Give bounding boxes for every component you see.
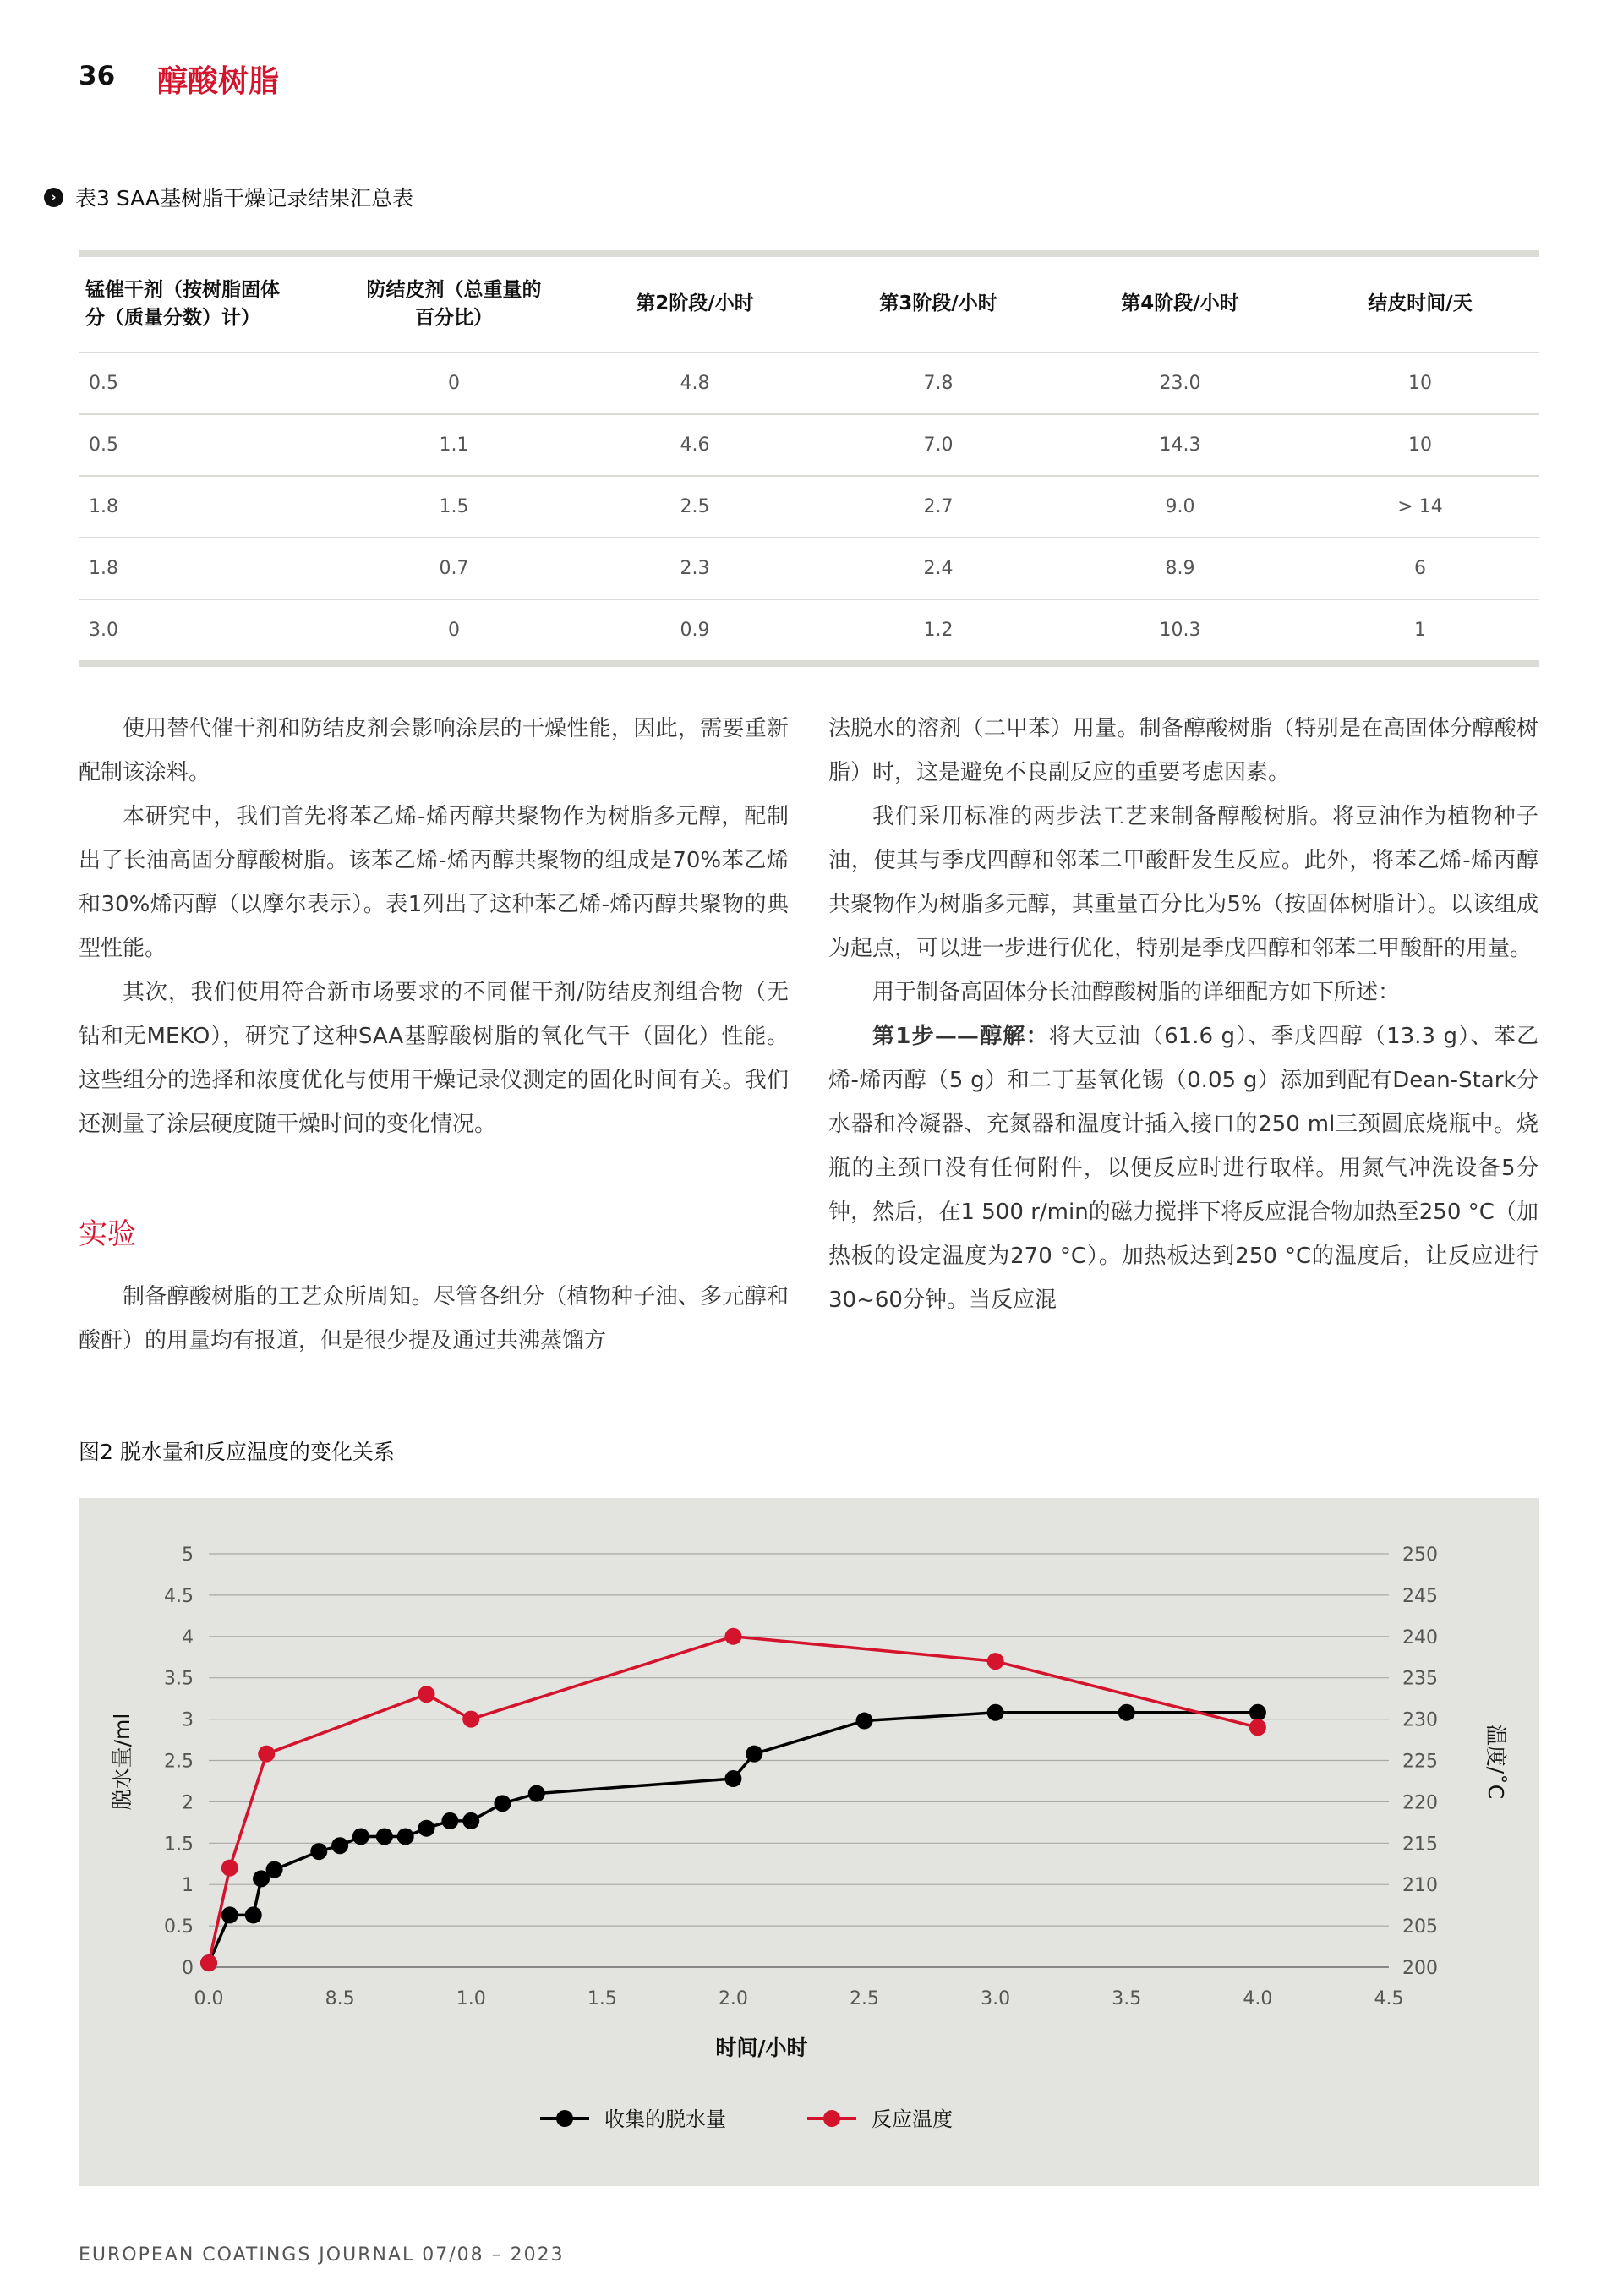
body-column-left xyxy=(79,707,789,1146)
table-cell: > 14 xyxy=(1301,476,1539,538)
y-right-tick-label: 205 xyxy=(1402,1916,1438,1938)
data-point-water xyxy=(1118,1704,1135,1721)
y-left-tick-label: 1.5 xyxy=(164,1834,194,1856)
results-table xyxy=(79,250,1539,667)
table-row xyxy=(79,353,1539,414)
section-title: 醇酸树脂 xyxy=(157,64,280,99)
data-point-temperature xyxy=(200,1954,217,1971)
x-tick-label: 3.5 xyxy=(1112,1988,1142,2009)
y-left-tick-label: 5 xyxy=(182,1544,194,1566)
table-caption-text: 表3 SAA基树脂干燥记录结果汇总表 xyxy=(75,186,414,210)
page-number: 36 xyxy=(79,61,116,91)
legend-marker-temperature xyxy=(823,2110,840,2127)
legend xyxy=(540,2107,953,2131)
x-tick-label: 8.5 xyxy=(325,1988,355,2009)
table-cell: 8.9 xyxy=(1059,538,1301,599)
x-tick-label: 3.0 xyxy=(981,1988,1011,2009)
chevron-right-icon: › xyxy=(44,188,63,207)
footer-journal: EUROPEAN COATINGS JOURNAL 07/08 – 2023 xyxy=(79,2244,565,2266)
paragraph: 制备醇酸树脂的工艺众所周知。尽管各组分（植物种子油、多元醇和酸酐）的用量均有报道，但是很少提及通过共沸蒸馏方 xyxy=(79,1284,789,1353)
data-point-temperature xyxy=(987,1653,1004,1670)
x-tick-label: 2.5 xyxy=(850,1988,880,2009)
table-row xyxy=(79,599,1539,664)
table-cell: 1.2 xyxy=(817,599,1059,664)
x-tick-label: 1.5 xyxy=(587,1988,617,2009)
data-point-water xyxy=(528,1785,545,1802)
table-row xyxy=(79,414,1539,476)
paragraph: 使用替代催干剂和防结皮剂会影响涂层的干燥性能，因此，需要重新配制该涂料。 xyxy=(79,716,789,785)
y-left-tick-label: 3.5 xyxy=(164,1668,194,1690)
x-tick-label: 1.0 xyxy=(456,1988,486,2009)
legend-marker-water xyxy=(556,2110,573,2127)
y-left-tick-label: 0.5 xyxy=(164,1916,194,1938)
table-row xyxy=(79,538,1539,599)
legend-label-water: 收集的脱水量 xyxy=(604,2107,726,2131)
paragraph: 法脱水的溶剂（二甲苯）用量。制备醇酸树脂（特别是在高固体分醇酸树脂）时，这是避免不良副反应的重要考虑因素。 xyxy=(828,716,1538,785)
y-left-tick-label: 4 xyxy=(182,1626,194,1648)
y-axis-left-label: 脱水量/ml xyxy=(110,1713,134,1811)
table-cell: 4.8 xyxy=(572,353,817,414)
y-axis-right-label: 温度/˚C xyxy=(1484,1724,1508,1800)
y-right-tick-label: 210 xyxy=(1402,1875,1438,1897)
data-point-temperature xyxy=(221,1860,238,1877)
y-left-tick-label: 1 xyxy=(182,1875,194,1897)
table-cell: 0 xyxy=(336,599,572,664)
y-left-tick-label: 2.5 xyxy=(164,1751,194,1773)
step-text: 将大豆油（61.6 g）、季戊四醇（13.3 g）、苯乙烯-烯丙醇（5 g）和二丁基氧化锡（0.05 g）添加到配有Dean-Stark分水器和冷凝器、充氮器和温度计插入接口的250 ml三颈圆底烧瓶中。烧瓶的主颈口没有任何附件，以便反应时进行取样。用氮气冲洗设备5分钟，然后，在1 500 r/min的磁力搅拌下将反应混合物加热至250 °C（加热板的设定温度为270 °C）。加热板达到250 °C的温度后，让反应进行30~60分钟。当反应混 xyxy=(828,1024,1539,1313)
chart-panel xyxy=(79,1498,1539,2186)
y-right-tick-label: 240 xyxy=(1402,1626,1438,1648)
table-cell: 2.5 xyxy=(572,476,817,538)
y-right-tick-label: 225 xyxy=(1402,1751,1438,1773)
data-point-water xyxy=(266,1861,283,1878)
section-heading-experiment: 实验 xyxy=(79,1217,136,1251)
column-header: 第2阶段/小时 xyxy=(572,254,817,353)
table-cell: 9.0 xyxy=(1059,476,1301,538)
data-point-water xyxy=(494,1795,511,1812)
column-header: 防结皮剂（总重量的 百分比） xyxy=(336,254,572,353)
y-right-tick-label: 235 xyxy=(1402,1668,1438,1690)
data-point-temperature xyxy=(258,1746,275,1763)
x-tick-label: 0.0 xyxy=(194,1988,224,2009)
column-header: 锰催干剂（按树脂固体 分（质量分数）计） xyxy=(79,254,336,353)
data-point-water xyxy=(376,1828,393,1845)
table-cell: 6 xyxy=(1301,538,1539,599)
y-right-tick-label: 245 xyxy=(1402,1585,1438,1607)
table-cell: 0.5 xyxy=(79,353,336,414)
data-point-temperature xyxy=(724,1628,741,1645)
table-cell: 3.0 xyxy=(79,599,336,664)
data-point-water xyxy=(724,1770,741,1787)
table-cell: 10.3 xyxy=(1059,599,1301,664)
data-point-temperature xyxy=(418,1686,434,1703)
y-right-tick-label: 220 xyxy=(1402,1792,1438,1814)
y-left-tick-label: 2 xyxy=(182,1792,194,1814)
table-cell: 1 xyxy=(1301,599,1539,664)
step-label: 第1步——醇解： xyxy=(872,1024,1049,1049)
column-header: 结皮时间/天 xyxy=(1301,254,1539,353)
y-right-tick-label: 230 xyxy=(1402,1709,1438,1731)
data-point-water xyxy=(746,1746,762,1763)
body-column-right xyxy=(828,707,1538,1322)
x-axis-label: 时间/小时 xyxy=(715,2036,808,2060)
data-point-temperature xyxy=(1249,1719,1266,1736)
x-tick-label: 4.5 xyxy=(1374,1988,1404,2009)
data-point-water xyxy=(462,1812,479,1829)
table-cell: 0 xyxy=(336,353,572,414)
data-point-water xyxy=(856,1713,873,1730)
grid xyxy=(209,1554,1389,1967)
data-point-water xyxy=(331,1837,348,1854)
data-point-water xyxy=(987,1704,1004,1721)
table-cell: 1.1 xyxy=(336,414,572,476)
paragraph: 本研究中，我们首先将苯乙烯-烯丙醇共聚物作为树脂多元醇，配制出了长油高固分醇酸树脂。该苯乙烯-烯丙醇共聚物的组成是70%苯乙烯和30%烯丙醇（以摩尔表示）。表1列出了这种苯乙烯-烯丙醇共聚物的典型性能。 xyxy=(79,804,789,961)
data-point-water xyxy=(397,1828,414,1845)
x-tick-label: 4.0 xyxy=(1243,1988,1273,2009)
dual-axis-line-chart xyxy=(79,1498,1539,2186)
y-left-tick-label: 4.5 xyxy=(164,1585,194,1607)
y-right-tick-label: 215 xyxy=(1402,1834,1438,1856)
paragraph: 其次，我们使用符合新市场要求的不同催干剂/防结皮剂组合物（无钴和无MEKO），研究了这种SAA基醇酸树脂的氧化气干（固化）性能。这些组分的选择和浓度优化与使用干燥记录仪测定的固化时间有关。我们还测量了涂层硬度随干燥时间的变化情况。 xyxy=(79,980,789,1137)
table-cell: 4.6 xyxy=(572,414,817,476)
data-point-water xyxy=(441,1812,458,1829)
table-cell: 10 xyxy=(1301,353,1539,414)
axes xyxy=(164,1544,1438,2009)
y-left-tick-label: 3 xyxy=(182,1709,194,1731)
table-cell: 0.5 xyxy=(79,414,336,476)
table-cell: 10 xyxy=(1301,414,1539,476)
experiment-paragraph-block xyxy=(79,1275,789,1363)
data-point-water xyxy=(310,1843,327,1860)
table-row xyxy=(79,476,1539,538)
table-cell: 7.0 xyxy=(817,414,1059,476)
data-point-water xyxy=(418,1820,434,1837)
table-cell: 0.7 xyxy=(336,538,572,599)
column-header: 第4阶段/小时 xyxy=(1059,254,1301,353)
table-cell: 14.3 xyxy=(1059,414,1301,476)
table-header-row xyxy=(79,254,1539,353)
series xyxy=(200,1628,1266,1971)
data-point-water xyxy=(245,1906,262,1923)
legend-label-temperature: 反应温度 xyxy=(872,2107,953,2131)
table-cell: 2.3 xyxy=(572,538,817,599)
table-caption xyxy=(44,182,413,212)
data-point-temperature xyxy=(462,1711,479,1728)
paragraph: 用于制备高固体分长油醇酸树脂的详细配方如下所述： xyxy=(872,980,1401,1005)
figure-caption: 图2 脱水量和反应温度的变化关系 xyxy=(79,1440,395,1464)
y-right-tick-label: 250 xyxy=(1402,1544,1438,1566)
y-left-tick-label: 0 xyxy=(182,1958,194,1979)
table-cell: 1.8 xyxy=(79,538,336,599)
table-cell: 1.8 xyxy=(79,476,336,538)
paragraph xyxy=(828,1014,1538,1322)
data-point-water xyxy=(352,1828,369,1845)
table-cell: 7.8 xyxy=(817,353,1059,414)
x-tick-label: 2.0 xyxy=(718,1988,748,2009)
data-point-water xyxy=(221,1906,238,1923)
table-cell: 1.5 xyxy=(336,476,572,538)
column-header: 第3阶段/小时 xyxy=(817,254,1059,353)
table-cell: 0.9 xyxy=(572,599,817,664)
paragraph: 我们采用标准的两步法工艺来制备醇酸树脂。将豆油作为植物种子油，使其与季戊四醇和邻苯二甲酸酐发生反应。此外，将苯乙烯-烯丙醇共聚物作为树脂多元醇，其重量百分比为5%（按固体树脂计）。以该组成为起点，可以进一步进行优化，特别是季戊四醇和邻苯二甲酸酐的用量。 xyxy=(828,804,1538,961)
y-right-tick-label: 200 xyxy=(1402,1958,1438,1979)
data-point-water xyxy=(1249,1704,1266,1721)
table-cell: 2.4 xyxy=(817,538,1059,599)
table-cell: 23.0 xyxy=(1059,353,1301,414)
series-line-temperature xyxy=(209,1637,1258,1963)
table-cell: 2.7 xyxy=(817,476,1059,538)
